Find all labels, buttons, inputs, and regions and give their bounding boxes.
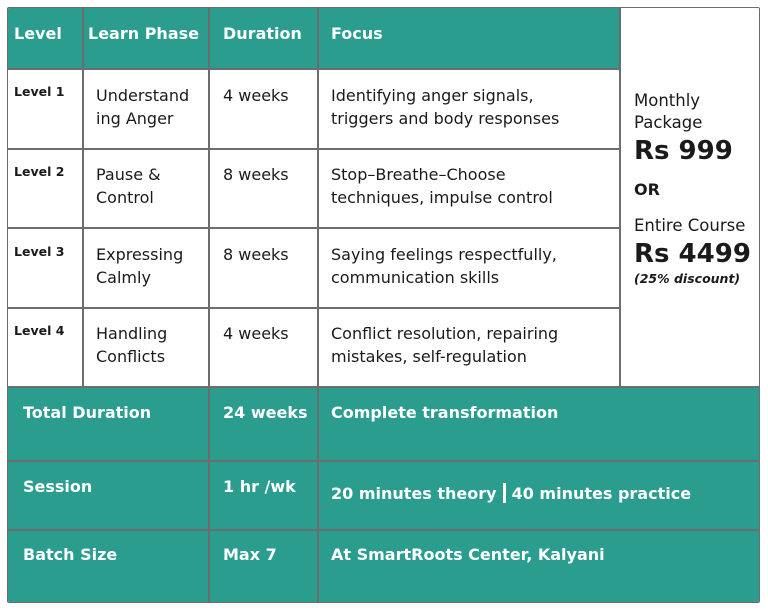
session-practice: 40 minutes practice <box>511 484 692 503</box>
divider-row-1 <box>8 148 619 150</box>
total-duration-value: 24 weeks <box>223 403 308 422</box>
batch-size-note: At SmartRoots Center, Kalyani <box>331 545 605 564</box>
divider-footer-2 <box>8 529 760 531</box>
monthly-package-label <box>634 90 756 134</box>
course-table <box>7 7 760 603</box>
divider-col-3 <box>317 8 319 603</box>
batch-size-value: Max 7 <box>223 545 277 564</box>
total-duration-note: Complete transformation <box>331 403 559 422</box>
session-value: 1 hr /wk <box>223 477 296 496</box>
session-detail <box>331 483 691 503</box>
row-3-level: Level 3 <box>14 244 65 259</box>
row-1-focus <box>331 84 559 130</box>
row-3-duration: 8 weeks <box>223 245 289 264</box>
row-4-focus <box>331 322 558 368</box>
row-1-focus-line2: triggers and body responses <box>331 109 560 128</box>
row-2-level: Level 2 <box>14 164 65 179</box>
entire-course-label: Entire Course <box>634 216 746 235</box>
row-4-focus-line2: mistakes, self-regulation <box>331 347 527 366</box>
header-learn-phase: Learn Phase <box>88 24 199 43</box>
row-2-focus <box>331 163 553 209</box>
row-3-focus <box>331 243 557 289</box>
row-3-phase <box>96 243 183 289</box>
divider-row-2 <box>8 227 619 229</box>
divider-footer-1 <box>8 460 760 462</box>
batch-size-label: Batch Size <box>23 545 118 564</box>
row-1-focus-line1: Identifying anger signals, <box>331 86 534 105</box>
row-2-focus-line1: Stop–Breathe–Choose <box>331 165 506 184</box>
or-separator: OR <box>634 180 660 199</box>
divider-col-4 <box>619 8 621 387</box>
session-label: Session <box>23 477 93 496</box>
session-theory: 20 minutes theory <box>331 484 497 503</box>
header-duration: Duration <box>223 24 302 43</box>
row-4-duration: 4 weeks <box>223 324 289 343</box>
row-4-focus-line1: Conflict resolution, repairing <box>331 324 559 343</box>
header-level: Level <box>14 24 62 43</box>
row-3-phase-line1: Expressing <box>96 245 184 264</box>
row-3-focus-line1: Saying feelings respectfully, <box>331 245 557 264</box>
row-4-phase-line1: Handling <box>96 324 168 343</box>
row-3-phase-line2: Calmly <box>96 268 151 287</box>
monthly-label-line2: Package <box>634 113 703 132</box>
row-4-level: Level 4 <box>14 323 65 338</box>
row-1-phase <box>96 84 189 130</box>
row-4-phase-line2: Conflicts <box>96 347 166 366</box>
monthly-label-line1: Monthly <box>634 91 701 110</box>
row-2-phase-line1: Pause & <box>96 165 161 184</box>
pricing-panel <box>634 90 756 286</box>
monthly-price: Rs 999 <box>634 136 733 166</box>
row-1-phase-line1: Understand <box>96 86 190 105</box>
row-1-phase-line2: ing Anger <box>96 109 174 128</box>
divider-row-header <box>8 68 619 70</box>
pipe-divider <box>503 483 506 503</box>
divider-col-2 <box>208 8 210 603</box>
header-focus: Focus <box>331 24 383 43</box>
divider-col-1 <box>82 8 84 387</box>
row-2-phase <box>96 163 161 209</box>
row-2-duration: 8 weeks <box>223 165 289 184</box>
row-2-focus-line2: techniques, impulse control <box>331 188 553 207</box>
entire-course-price: Rs 4499 <box>634 239 751 269</box>
row-4-phase <box>96 322 167 368</box>
row-3-focus-line2: communication skills <box>331 268 500 287</box>
row-2-phase-line2: Control <box>96 188 154 207</box>
row-1-level: Level 1 <box>14 84 65 99</box>
total-duration-label: Total Duration <box>23 403 152 422</box>
divider-row-4 <box>8 386 760 388</box>
row-1-duration: 4 weeks <box>223 86 289 105</box>
discount-note: (25% discount) <box>634 271 741 286</box>
divider-row-3 <box>8 307 619 309</box>
